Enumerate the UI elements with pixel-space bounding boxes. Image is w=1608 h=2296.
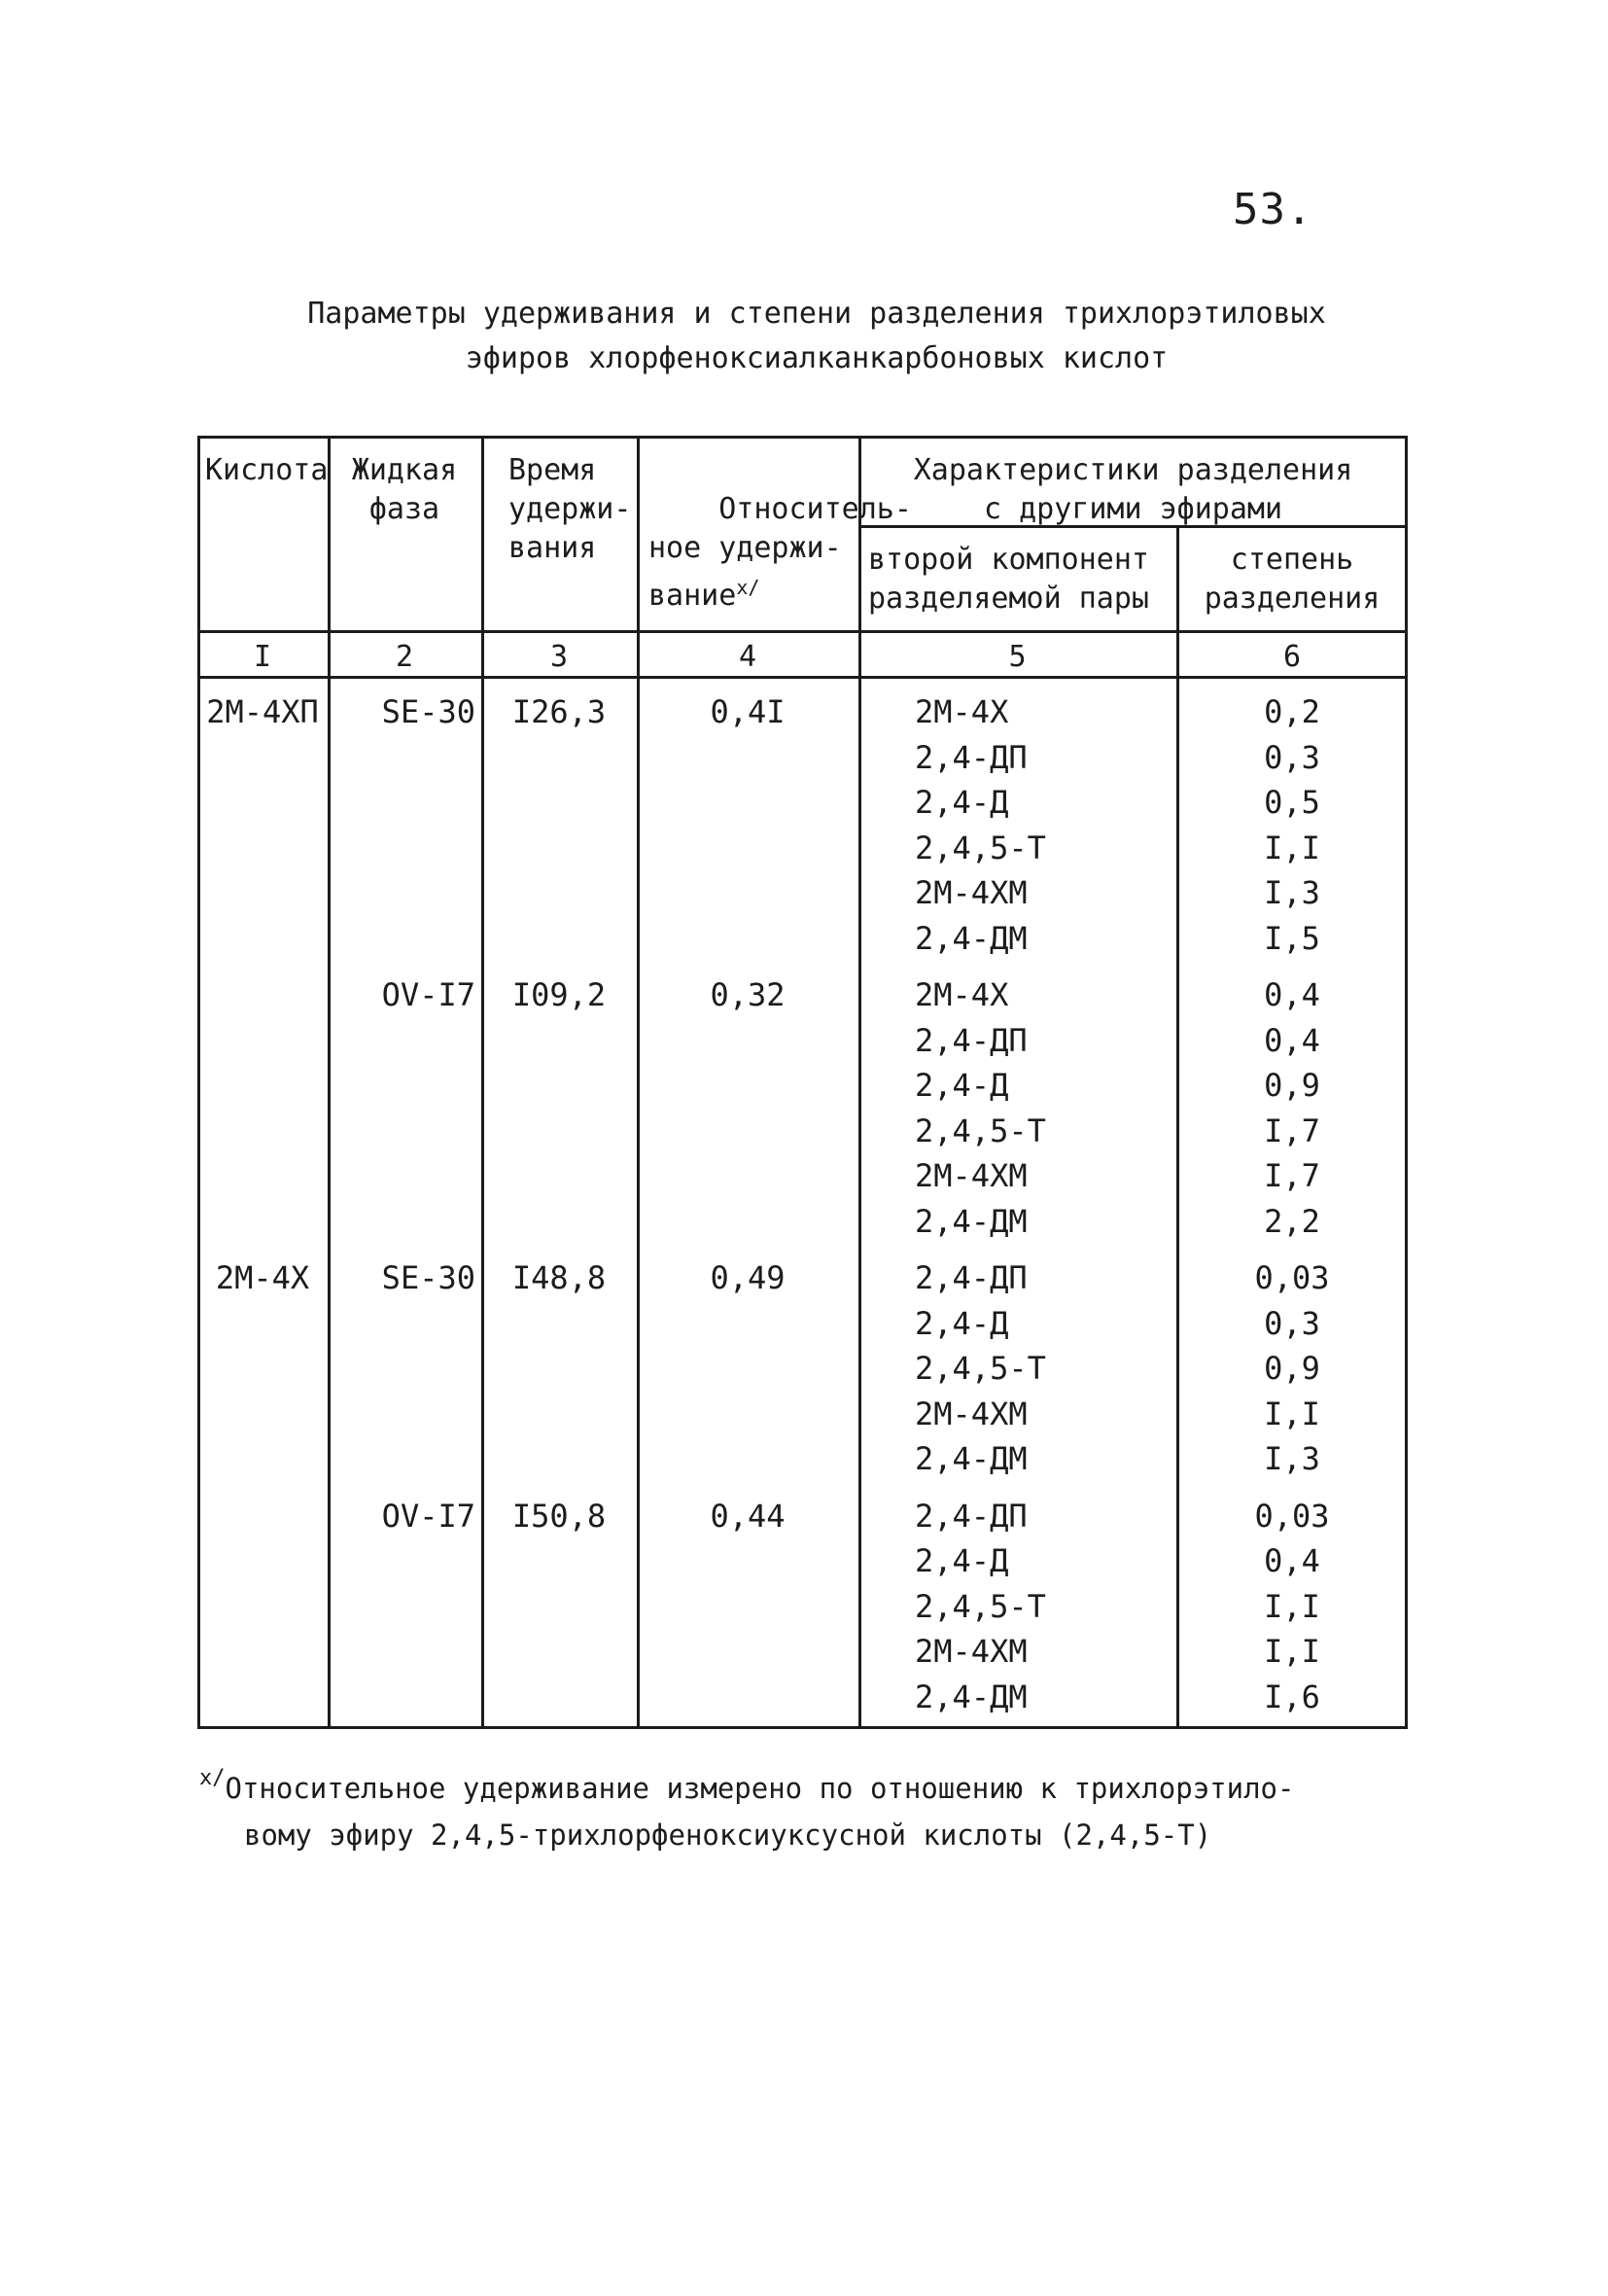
separation-degree-cell: I,I xyxy=(1264,1633,1320,1670)
footnote-mark: х/ xyxy=(736,576,760,599)
second-component-cell: 2М-4ХМ xyxy=(915,1157,1028,1194)
second-component-cell: 2,4-Д xyxy=(915,1067,1009,1104)
separation-degree-cell: 0,9 xyxy=(1264,1067,1320,1104)
separation-degree-cell: 0,03 xyxy=(1254,1497,1330,1535)
separation-degree-cell: 0,3 xyxy=(1264,1304,1320,1342)
acid-cell: 2М-4Х xyxy=(215,1259,310,1296)
separation-degree-cell: 0,9 xyxy=(1264,1350,1320,1387)
column-number: 5 xyxy=(1008,640,1027,674)
second-component-cell: 2,4-ДП xyxy=(915,1021,1028,1059)
phase-cell: OV-I7 xyxy=(381,976,475,1013)
separation-degree-cell: I,3 xyxy=(1264,874,1320,911)
separation-degree-cell: 0,4 xyxy=(1264,1542,1320,1579)
separation-degree-cell: 0,03 xyxy=(1254,1259,1330,1296)
second-component-cell: 2,4-ДМ xyxy=(915,1202,1028,1240)
column-number: I xyxy=(253,640,272,674)
second-component-cell: 2,4-ДП xyxy=(915,1259,1028,1296)
header-retention-time: Время удержи- вания xyxy=(508,453,632,565)
second-component-cell: 2,4-ДМ xyxy=(915,1440,1028,1477)
separation-degree-cell: 0,4 xyxy=(1264,976,1320,1013)
page-number: 53. xyxy=(1233,185,1313,234)
second-component-cell: 2,4,5-Т xyxy=(915,1587,1046,1625)
column-number: 2 xyxy=(395,640,414,674)
separation-degree-cell: 2,2 xyxy=(1264,1202,1320,1240)
second-component-cell: 2,4-ДП xyxy=(915,738,1028,776)
column-number: 6 xyxy=(1282,640,1302,674)
time-cell: I26,3 xyxy=(511,693,607,730)
separation-degree-cell: 0,5 xyxy=(1264,784,1320,821)
second-component-cell: 2,4-Д xyxy=(915,1304,1009,1342)
separation-degree-cell: I,7 xyxy=(1264,1157,1320,1194)
separation-degree-cell: 0,2 xyxy=(1264,693,1320,730)
header-second-component: второй компонент разделяемой пары xyxy=(868,543,1149,616)
footnote xyxy=(199,1755,1434,1858)
second-component-cell: 2,4-ДП xyxy=(915,1497,1028,1535)
separation-degree-cell: 0,3 xyxy=(1264,738,1320,776)
data-table xyxy=(197,436,1408,1729)
second-component-cell: 2,4,5-Т xyxy=(915,1350,1046,1387)
footnote-text: Относительное удерживание измерено по отношению к трихлорэтило- xyxy=(225,1772,1295,1805)
footnote-line-2: вому эфиру 2,4,5-трихлорфеноксиуксусной кислоты (2,4,5-Т) xyxy=(244,1819,1212,1852)
separation-degree-cell: I,6 xyxy=(1264,1678,1320,1715)
second-component-cell: 2М-4ХМ xyxy=(915,1633,1028,1670)
time-cell: I50,8 xyxy=(511,1497,607,1535)
second-component-cell: 2М-4ХМ xyxy=(915,1395,1028,1432)
phase-cell: OV-I7 xyxy=(381,1497,475,1535)
time-cell: I48,8 xyxy=(511,1259,607,1296)
header-rule xyxy=(197,676,1408,679)
second-component-cell: 2М-4Х xyxy=(915,976,1009,1013)
second-component-cell: 2,4-ДМ xyxy=(915,919,1028,957)
separation-degree-cell: I,3 xyxy=(1264,1440,1320,1477)
relative-retention-cell: 0,44 xyxy=(710,1497,786,1535)
header-separation-group: Характеристики разделения с другими эфирами xyxy=(913,453,1353,526)
phase-cell: SE-30 xyxy=(381,1259,475,1296)
time-cell: I09,2 xyxy=(511,976,607,1013)
relative-retention-cell: 0,49 xyxy=(710,1259,786,1296)
column-number: 4 xyxy=(738,640,757,674)
second-component-cell: 2,4-Д xyxy=(915,1542,1009,1579)
header-relative-retention-text: Относитель- ное удержи- вание xyxy=(648,492,912,613)
footnote-line-1 xyxy=(199,1755,1434,1812)
title-line-1: Параметры удерживания и степени разделения трихлорэтиловых xyxy=(307,297,1326,331)
relative-retention-cell: 0,4I xyxy=(710,693,786,730)
header-separation-degree: степень разделения xyxy=(1204,543,1381,616)
separation-degree-cell: I,I xyxy=(1264,1587,1320,1625)
second-component-cell: 2,4,5-Т xyxy=(915,1112,1046,1149)
second-component-cell: 2М-4ХМ xyxy=(915,874,1028,911)
separation-degree-cell: 0,4 xyxy=(1264,1021,1320,1059)
column-number: 3 xyxy=(549,640,569,674)
separation-degree-cell: I,I xyxy=(1264,1395,1320,1432)
page-title xyxy=(214,292,1419,381)
separation-degree-cell: I,7 xyxy=(1264,1112,1320,1149)
separation-degree-cell: I,I xyxy=(1264,829,1320,866)
acid-cell: 2М-4ХП xyxy=(206,693,319,730)
second-component-cell: 2,4,5-Т xyxy=(915,829,1046,866)
header-acid: Кислота xyxy=(205,453,329,487)
relative-retention-cell: 0,32 xyxy=(710,976,786,1013)
title-line-2: эфиров хлорфеноксиалканкарбоновых кислот xyxy=(465,341,1169,375)
header-liquid-phase: Жидкая фаза xyxy=(351,453,458,526)
second-component-cell: 2М-4Х xyxy=(915,693,1009,730)
second-component-cell: 2,4-ДМ xyxy=(915,1678,1028,1715)
separation-degree-cell: I,5 xyxy=(1264,919,1320,957)
phase-cell: SE-30 xyxy=(381,693,475,730)
second-component-cell: 2,4-Д xyxy=(915,784,1009,821)
footnote-mark: х/ xyxy=(199,1766,226,1790)
